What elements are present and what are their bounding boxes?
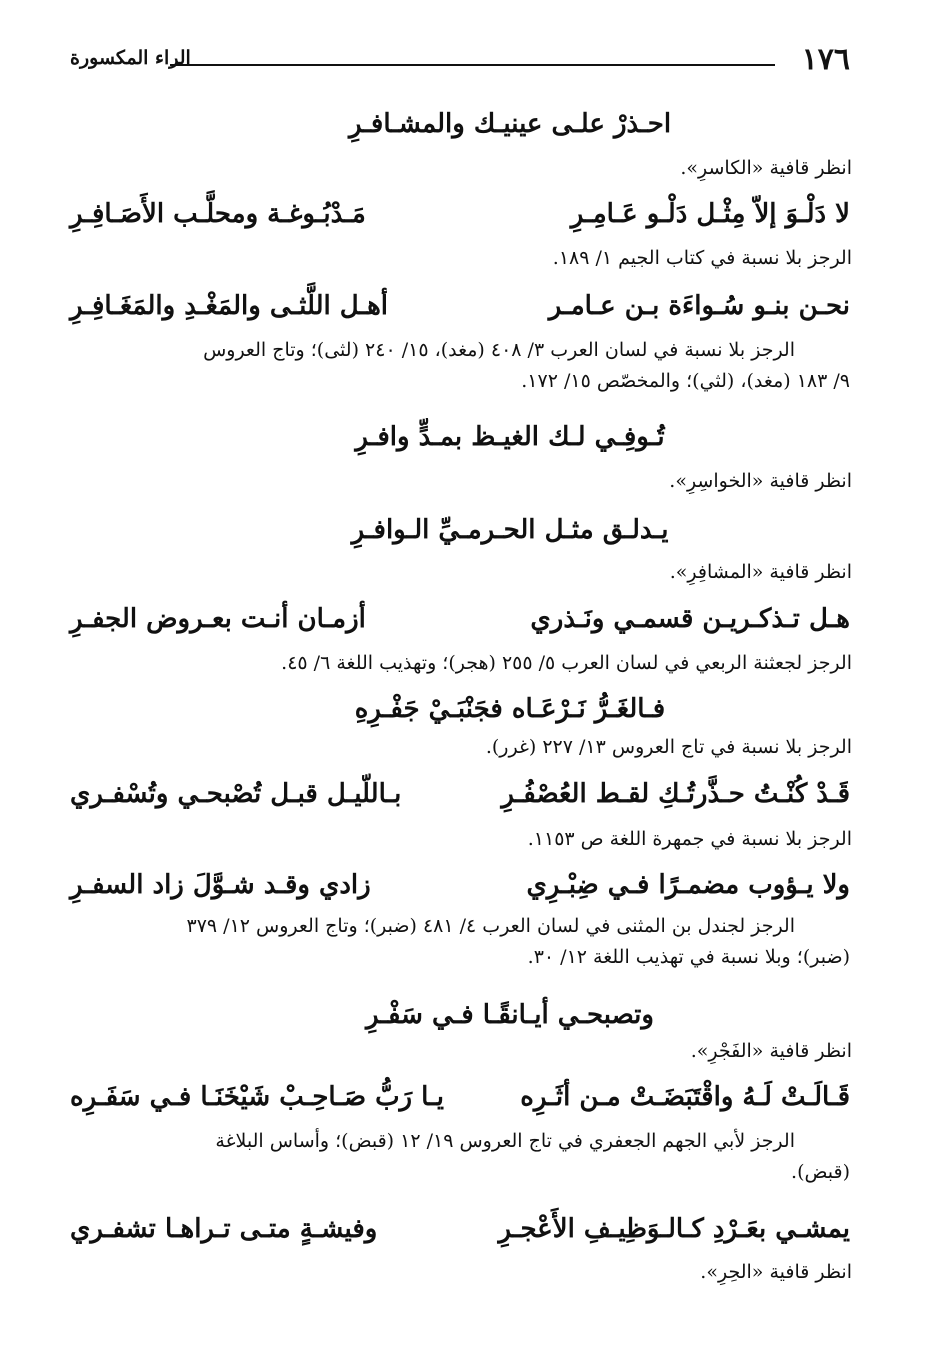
note-line: ٩/ ١٨٣ (مغد)، (لثي)؛ والمخصّص ١٥/ ١٧٢. [521, 370, 850, 392]
verse-couplet [70, 599, 850, 639]
note-paragraph [70, 1126, 850, 1188]
first-hemistich: ولا يـؤوب مضمـرًا فـي ضِبْـرِي [526, 870, 850, 900]
first-hemistich: لا دَلْـوَ إلاّ مِثْـل دَلْـو عَـامِـرِ [570, 199, 850, 229]
note-line: (ضبر)؛ وبلا نسبة في تهذيب اللغة ١٢/ ٣٠. [527, 946, 850, 968]
verse-line: احـذرْ علـى عينيـك والمشـافـرِ [348, 109, 672, 139]
second-hemistich: أزمـان أنـت بعـروض الجفـرِ [70, 604, 366, 634]
second-hemistich: بـاللّيـل قبـل تُصْبحـي وتُسْفـري [70, 779, 402, 809]
note-line: انظر قافية «الخواسِرِ». [669, 470, 852, 492]
note-line: انظر قافية «المشافِرِ». [669, 561, 852, 583]
second-hemistich: أهـل اللَّثـى والمَغْـدِ والمَغَـافِـرِ [70, 291, 389, 321]
note-line: انظر قافية «الحِرِ». [700, 1261, 852, 1283]
note-line: الرجز بلا نسبة في جمهرة اللغة ص ١١٥٣. [527, 828, 852, 850]
note-line: انظر قافية «الفَجْرِ». [690, 1040, 852, 1062]
note-line: الرجز لأبي الجهم الجعفري في تاج العروس ١٩/ ١٢ (قبض)؛ وأساس البلاغة [215, 1130, 795, 1152]
first-hemistich: قَـالَـتْ لَـهُ واقْتَبَضَـتْ مـن أثَـرِه [520, 1082, 850, 1112]
second-hemistich: وفيشـةٍ متـى تـراهـا تشفـري [70, 1214, 378, 1244]
first-hemistich: يمشـي بعَـرْدِ كـالـوَظِيـفِ الأَعْجـرِ [498, 1214, 850, 1244]
verse-line: وتصبحـي أيـانقًـا فـي سَفْـرِ [366, 1000, 654, 1030]
note-line: الرجز بلا نسبة في تاج العروس ١٣/ ٢٢٧ (غرر). [485, 736, 852, 758]
verse-couplet [70, 865, 850, 905]
page-number: ١٧٦ [801, 42, 850, 77]
verse-couplet [70, 1077, 850, 1117]
header-rule [170, 64, 775, 66]
note-paragraph [70, 335, 850, 397]
second-hemistich: يـا رَبُّ صَـاحِـبْ شَيْخَنَـا فـي سَفَـرِه [70, 1082, 444, 1112]
verse-line: تُـوفِـي لـك الغيـظ بمـدٍّ وافـرِ [355, 422, 665, 452]
verse-couplet [70, 1209, 850, 1249]
second-hemistich: مَـدْبُـوغـة ومحلَّـب الأَصَـافِـرِ [70, 199, 366, 229]
note-paragraph [70, 911, 850, 973]
note-line: انظر قافية «الكاسرِ». [680, 157, 852, 179]
verse-line: يـدلـق مثـل الحـرمـيِّ الـوافـرِ [351, 515, 669, 545]
verse-couplet [70, 774, 850, 814]
note-line: (قبض). [791, 1161, 850, 1183]
first-hemistich: نحـن بنـو سُـواءَة بـن عـامـر [548, 291, 850, 321]
verse-line: فـالغَـرُّ نَـرْعَـاه فجَنْبَـيْ جَفْـرِهِ [354, 694, 666, 724]
section-title: الراء المكسورة [70, 47, 191, 69]
verse-couplet [70, 286, 850, 326]
first-hemistich: هـل تـذكـريـن قسمـي ونَـذري [530, 604, 850, 634]
note-line: الرجز لجعثنة الربعي في لسان العرب ٥/ ٢٥٥ (هجر)؛ وتهذيب اللغة ٦/ ٤٥. [281, 652, 852, 674]
verse-couplet [70, 194, 850, 234]
note-line: الرجز بلا نسبة في لسان العرب ٣/ ٤٠٨ (مغد)، ١٥/ ٢٤٠ (لثى)؛ وتاج العروس [203, 339, 795, 361]
first-hemistich: قَـدْ كُنْـتُ حـذَّرتُـكِ لقـط العُصْفُـرِ [501, 779, 850, 809]
note-line: الرجز بلا نسبة في كتاب الجيم ١/ ١٨٩. [552, 247, 852, 269]
note-line: الرجز لجندل بن المثنى في لسان العرب ٤/ ٤٨١ (ضبر)؛ وتاج العروس ١٢/ ٣٧٩ [186, 915, 795, 937]
second-hemistich: زادي وقـد شـوَّلَ زاد السفـرِ [70, 870, 371, 900]
page-header [70, 40, 850, 80]
